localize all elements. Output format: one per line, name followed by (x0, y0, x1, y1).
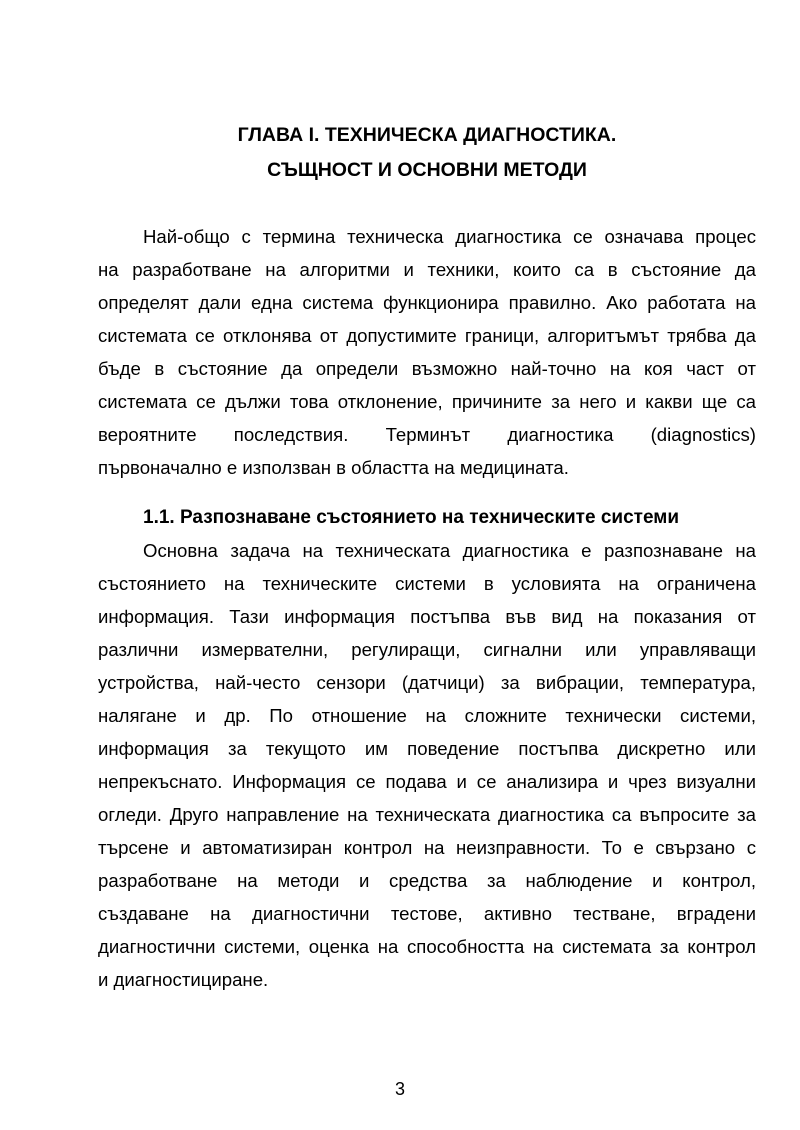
paragraph-line: на разработване на алгоритми и техники, които са в състояние да (98, 259, 756, 280)
page-number: 3 (394, 1079, 405, 1099)
paragraph-line: различни измервателни, регулиращи, сигнални или управляващи (98, 639, 756, 660)
paragraph-line: системата се отклонява от допустимите граници, алгоритъмът трябва да (98, 325, 756, 346)
paragraph-line: системата се дължи това отклонение, причините за него и какви ще са (98, 391, 756, 412)
paragraph-line: информация за текущото им поведение постъпва дискретно или (98, 738, 756, 759)
paragraph-line: състоянието на техническите системи в условията на ограничена (98, 573, 756, 594)
section-heading: 1.1. Разпознаване състоянието на техническите системи (143, 507, 680, 528)
paragraph-line: Най-общо с термина техническа диагностика се означава процес (143, 226, 756, 247)
paragraph-line: информация. Тази информация постъпва във вид на показания от (98, 606, 756, 627)
paragraph-line: устройства, най-често сензори (датчици) за вибрации, температура, (98, 672, 756, 693)
chapter-title-line-2: СЪЩНОСТ И ОСНОВНИ МЕТОДИ (267, 159, 587, 181)
paragraph-line: създаване на диагностични тестове, активно тестване, вградени (98, 903, 756, 924)
paragraph-line: търсене и автоматизиран контрол на неизправности. То е свързано с (98, 837, 756, 858)
paragraph-line: непрекъснато. Информация се подава и се анализира и чрез визуални (98, 771, 756, 792)
paragraph-line: Основна задача на техническата диагностика е разпознаване на (143, 540, 756, 561)
paragraph-line: огледи. Друго направление на техническата диагностика са въпросите за (98, 804, 756, 825)
paragraph-line: разработване на методи и средства за наблюдение и контрол, (98, 870, 756, 891)
paragraph-line: вероятните последствия. Терминът диагностика (diagnostics) (98, 424, 756, 445)
paragraph-line: налягане и др. По отношение на сложните технически системи, (98, 705, 756, 726)
paragraph-line: първоначално е използван в областта на медицината. (98, 457, 569, 478)
paragraph-line: бъде в състояние да определи възможно най-точно на коя част от (98, 358, 756, 379)
chapter-title-line-1: ГЛАВА I. ТЕХНИЧЕСКА ДИАГНОСТИКА. (237, 124, 617, 146)
paragraph-line: определят дали една система функционира правилно. Ако работата на (98, 292, 756, 313)
paragraph-line: и диагностициране. (98, 969, 269, 990)
paragraph-line: диагностични системи, оценка на способността на системата за контрол (98, 936, 756, 957)
